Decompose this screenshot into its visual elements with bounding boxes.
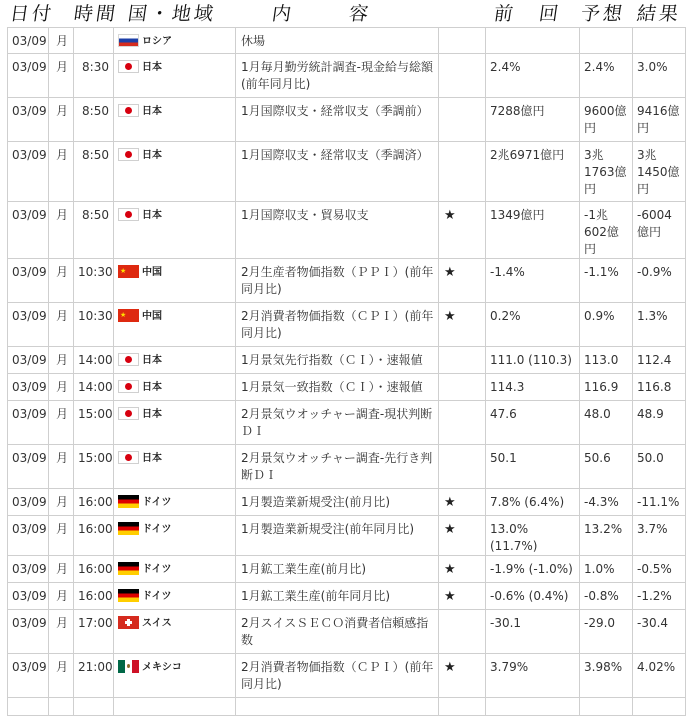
row-time: 17:00 [74,610,114,654]
row-result: 3兆1450億円 [633,142,686,202]
jp-flag-icon [118,208,139,221]
row-forecast [580,698,633,716]
mx-flag-icon [118,660,139,673]
row-result: 48.9 [633,401,686,445]
de-flag-icon [118,589,139,602]
row-day: 月 [49,202,74,259]
row-content: 2月スイスＳＥＣＯ消費者信頼感指数 [236,610,439,654]
row-importance [439,401,486,445]
row-country [114,610,236,654]
row-day: 月 [49,54,74,98]
row-date: 03/09 [8,142,49,202]
row-day: 月 [49,401,74,445]
header-country: 国・地域 [126,3,218,25]
row-time: 14:00 [74,347,114,374]
row-content: 1月景気一致指数（ＣＩ）・速報値 [236,374,439,401]
row-content: 1月鉱工業生産(前月比) [236,556,439,583]
ch-flag-icon [118,616,139,629]
row-content: 1月景気先行指数（ＣＩ）・速報値 [236,347,439,374]
row-day: 月 [49,516,74,556]
row-previous: 7.8% (6.4%) [486,489,580,516]
row-content: 1月毎月勤労統計調査-現金給与総額(前年同月比) [236,54,439,98]
row-importance: ★ [439,259,486,303]
country-name: 中国 [142,267,162,278]
row-previous [486,28,580,54]
row-country [114,202,236,259]
table-row [8,698,686,716]
de-flag-icon [118,522,139,535]
row-date: 03/09 [8,259,49,303]
row-day: 月 [49,374,74,401]
row-content: 1月製造業新規受注(前年同月比) [236,516,439,556]
row-content: 1月製造業新規受注(前月比) [236,489,439,516]
row-day: 月 [49,489,74,516]
row-importance [439,374,486,401]
row-result: 1.3% [633,303,686,347]
de-flag-icon [118,562,139,575]
economic-calendar-table [7,27,686,716]
country-name: 日本 [142,409,162,420]
row-content: 1月鉱工業生産(前年同月比) [236,583,439,610]
country-name: ドイツ [142,524,172,535]
row-importance [439,142,486,202]
row-result: 9416億円 [633,98,686,142]
row-content: 1月国際収支・経常収支（季調前） [236,98,439,142]
row-country [114,303,236,347]
row-result: 4.02% [633,654,686,698]
row-time: 16:00 [74,556,114,583]
row-importance [439,698,486,716]
row-time: 14:00 [74,374,114,401]
row-forecast: 2.4% [580,54,633,98]
row-time: 16:00 [74,489,114,516]
row-importance [439,445,486,489]
row-date: 03/09 [8,516,49,556]
jp-flag-icon [118,451,139,464]
jp-flag-icon [118,148,139,161]
row-country [114,142,236,202]
row-day: 月 [49,259,74,303]
jp-flag-icon [118,60,139,73]
row-previous: -30.1 [486,610,580,654]
country-name: 日本 [142,106,162,117]
row-time: 10:30 [74,259,114,303]
row-previous: -1.9% (-1.0%) [486,556,580,583]
row-country [114,54,236,98]
row-country [114,556,236,583]
row-time: 10:30 [74,303,114,347]
row-forecast: 9600億円 [580,98,633,142]
table-row [8,401,686,445]
row-day [49,698,74,716]
row-day: 月 [49,142,74,202]
row-date: 03/09 [8,98,49,142]
row-previous: 111.0 (110.3) [486,347,580,374]
row-result: -0.9% [633,259,686,303]
country-name: 中国 [142,311,162,322]
row-country [114,259,236,303]
table-row [8,202,686,259]
row-country [114,98,236,142]
row-time: 8:30 [74,54,114,98]
table-body [8,28,686,716]
row-result: -1.2% [633,583,686,610]
country-name: 日本 [142,62,162,73]
row-date: 03/09 [8,303,49,347]
row-date: 03/09 [8,445,49,489]
row-forecast: -1兆602億円 [580,202,633,259]
row-result: -0.5% [633,556,686,583]
row-country [114,654,236,698]
row-day: 月 [49,610,74,654]
row-content: 1月国際収支・貿易収支 [236,202,439,259]
header-time: 時間 [72,3,120,25]
table-row [8,98,686,142]
row-day: 月 [49,303,74,347]
row-content: 2月消費者物価指数（ＣＰＩ）(前年同月比) [236,303,439,347]
row-forecast: 13.2% [580,516,633,556]
row-previous: 47.6 [486,401,580,445]
row-previous: 2.4% [486,54,580,98]
row-importance: ★ [439,583,486,610]
country-name: スイス [142,618,172,629]
row-country [114,445,236,489]
country-name: 日本 [142,355,162,366]
row-importance: ★ [439,303,486,347]
cn-flag-icon [118,309,139,322]
row-forecast: -4.3% [580,489,633,516]
table-row [8,445,686,489]
row-day: 月 [49,583,74,610]
row-result: 112.4 [633,347,686,374]
row-previous: -0.6% (0.4%) [486,583,580,610]
country-name: ロシア [142,36,172,47]
row-content: 休場 [236,28,439,54]
row-time: 8:50 [74,142,114,202]
row-country [114,698,236,716]
jp-flag-icon [118,380,139,393]
row-date [8,698,49,716]
row-result: 3.7% [633,516,686,556]
row-previous: 3.79% [486,654,580,698]
row-date: 03/09 [8,489,49,516]
row-date: 03/09 [8,28,49,54]
row-forecast: 0.9% [580,303,633,347]
row-date: 03/09 [8,202,49,259]
row-importance [439,54,486,98]
country-name: ドイツ [142,497,172,508]
row-country [114,28,236,54]
table-row [8,54,686,98]
row-importance [439,28,486,54]
row-content: 2月景気ウオッチャー調査-先行き判断ＤＩ [236,445,439,489]
country-name: ドイツ [142,564,172,575]
row-previous: 2兆6971億円 [486,142,580,202]
country-name: 日本 [142,453,162,464]
row-previous: 7288億円 [486,98,580,142]
row-date: 03/09 [8,556,49,583]
row-forecast: -0.8% [580,583,633,610]
table-row [8,489,686,516]
header-content: 内 容 [270,3,396,25]
row-date: 03/09 [8,54,49,98]
row-content: 2月景気ウオッチャー調査-現状判断ＤＩ [236,401,439,445]
row-previous: 114.3 [486,374,580,401]
row-date: 03/09 [8,654,49,698]
row-time [74,698,114,716]
jp-flag-icon [118,104,139,117]
row-previous: -1.4% [486,259,580,303]
row-time [74,28,114,54]
row-content: 1月国際収支・経常収支（季調済） [236,142,439,202]
row-forecast: 113.0 [580,347,633,374]
row-previous: 0.2% [486,303,580,347]
row-time: 21:00 [74,654,114,698]
row-result: 116.8 [633,374,686,401]
row-importance: ★ [439,654,486,698]
row-day: 月 [49,556,74,583]
row-time: 8:50 [74,202,114,259]
row-importance [439,347,486,374]
table-row [8,556,686,583]
table-row [8,583,686,610]
table-row [8,142,686,202]
header-result: 結果 [635,3,683,25]
row-day: 月 [49,347,74,374]
table-row [8,28,686,54]
row-previous: 13.0% (11.7%) [486,516,580,556]
row-forecast: -1.1% [580,259,633,303]
table-row [8,654,686,698]
row-previous: 1349億円 [486,202,580,259]
table-row [8,516,686,556]
row-country [114,374,236,401]
de-flag-icon [118,495,139,508]
header-previous: 前 回 [492,3,570,25]
row-result [633,698,686,716]
table-row [8,259,686,303]
row-content: 2月生産者物価指数（ＰＰＩ）(前年同月比) [236,259,439,303]
table-header [0,0,691,28]
country-name: 日本 [142,382,162,393]
row-date: 03/09 [8,583,49,610]
country-name: 日本 [142,150,162,161]
row-forecast: 3.98% [580,654,633,698]
row-importance: ★ [439,556,486,583]
row-importance: ★ [439,489,486,516]
jp-flag-icon [118,353,139,366]
cn-flag-icon [118,265,139,278]
row-forecast: 3兆1763億円 [580,142,633,202]
table-row [8,374,686,401]
row-country [114,401,236,445]
row-result: -30.4 [633,610,686,654]
row-day: 月 [49,654,74,698]
row-result: 3.0% [633,54,686,98]
table-row [8,347,686,374]
table-row [8,303,686,347]
row-forecast: -29.0 [580,610,633,654]
row-previous: 50.1 [486,445,580,489]
row-result: -6004億円 [633,202,686,259]
row-importance: ★ [439,202,486,259]
row-importance [439,98,486,142]
row-forecast: 48.0 [580,401,633,445]
row-content [236,698,439,716]
row-country [114,489,236,516]
row-country [114,516,236,556]
row-importance: ★ [439,516,486,556]
row-result: -11.1% [633,489,686,516]
row-date: 03/09 [8,374,49,401]
row-forecast: 116.9 [580,374,633,401]
ru-flag-icon [118,34,139,47]
header-forecast: 予想 [579,3,627,25]
row-forecast: 50.6 [580,445,633,489]
row-day: 月 [49,28,74,54]
jp-flag-icon [118,407,139,420]
row-time: 16:00 [74,583,114,610]
row-result: 50.0 [633,445,686,489]
row-day: 月 [49,445,74,489]
row-previous [486,698,580,716]
row-country [114,583,236,610]
row-date: 03/09 [8,401,49,445]
country-name: 日本 [142,210,162,221]
row-importance [439,610,486,654]
row-content: 2月消費者物価指数（ＣＰＩ）(前年同月比) [236,654,439,698]
row-time: 8:50 [74,98,114,142]
row-country [114,347,236,374]
row-result [633,28,686,54]
country-name: メキシコ [142,662,182,673]
header-date: 日付 [8,3,56,25]
row-time: 16:00 [74,516,114,556]
country-name: ドイツ [142,591,172,602]
row-forecast [580,28,633,54]
row-day: 月 [49,98,74,142]
row-forecast: 1.0% [580,556,633,583]
table-row [8,610,686,654]
row-time: 15:00 [74,401,114,445]
row-date: 03/09 [8,610,49,654]
row-time: 15:00 [74,445,114,489]
row-date: 03/09 [8,347,49,374]
